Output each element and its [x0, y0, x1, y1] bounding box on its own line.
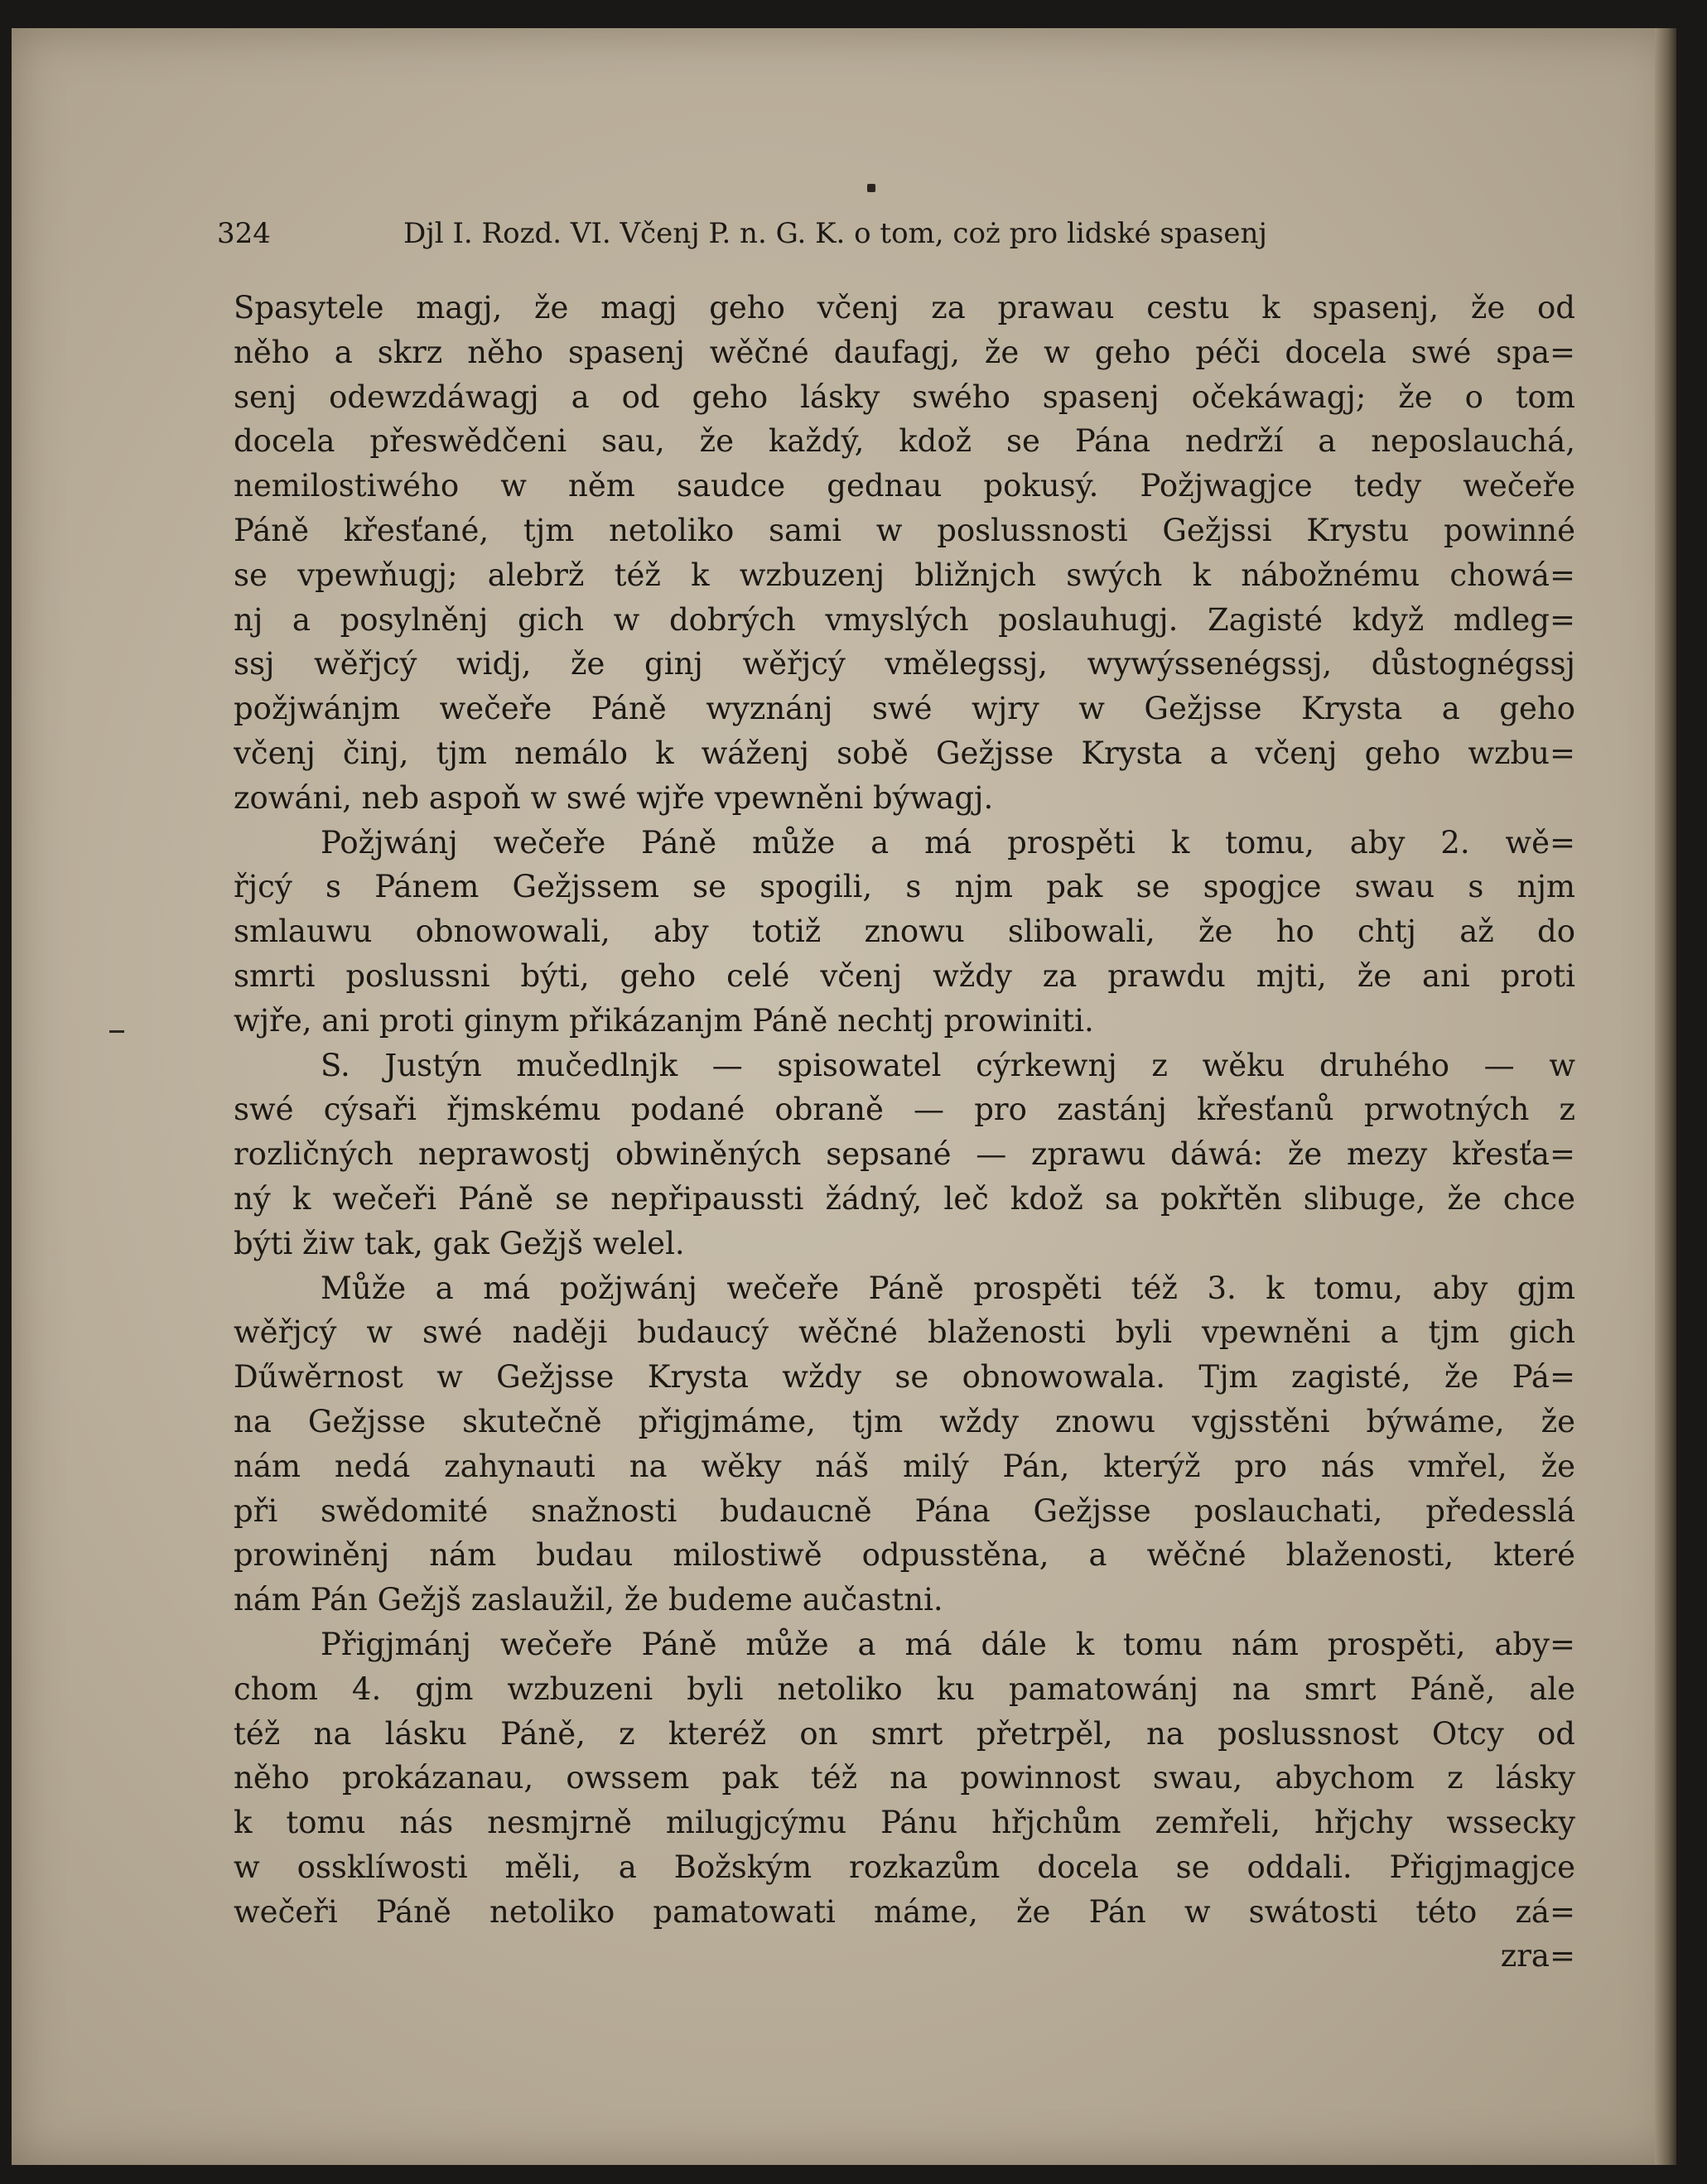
text-line: wěřjcý w swé naději budaucý wěčné blaženosti byli vpewněni a tjm gich [234, 1314, 1575, 1351]
text-line: Může a má požjwánj wečeře Páně prospěti též 3. k tomu, aby gjm [321, 1270, 1575, 1306]
text-line: nám Pán Gežjš zaslaužil, že budeme aučastni. [234, 1582, 943, 1618]
text-line: na Gežjsse skutečně přigjmáme, tjm wždy znowu vgjsstěni býwáme, že [234, 1403, 1575, 1439]
text-line: chom 4. gjm wzbuzeni byli netoliko ku pamatowánj na smrt Páně, ale [234, 1671, 1575, 1707]
page-number: 324 [217, 217, 271, 250]
text-line: něho prokázanau, owssem pak též na powinnost swau, abychom z lásky [234, 1760, 1575, 1796]
catchword: zra= [1500, 1938, 1575, 1974]
text-line: požjwánjm wečeře Páně wyznánj swé wjry w Gežjsse Krysta a geho [234, 691, 1575, 727]
text-line: smlauwu obnowowali, aby totiž znowu slibowali, že ho chtj až do [234, 914, 1575, 950]
text-line: Přigjmánj wečeře Páně může a má dále k tomu nám prospěti, aby= [321, 1626, 1575, 1662]
text-line: něho a skrz něho spasenj wěčné daufagj, že w geho péči docela swé spa= [234, 334, 1575, 370]
text-line: k tomu nás nesmjrně milugjcýmu Pánu hřjchům zemřeli, hřjchy wssecky [234, 1805, 1575, 1841]
text-line: docela přeswědčeni sau, že každý, kdož se Pána nedrží a neposlauchá, [234, 423, 1575, 460]
text-line: nj a posylněnj gich w dobrých vmyslých poslauhugj. Zagisté když mdleg= [234, 601, 1575, 638]
text-line: zowáni, neb aspoň w swé wjře vpewněni býwagj. [234, 779, 994, 816]
text-line: S. Justýn mučedlnjk — spisowatel cýrkewnj z wěku druhého — w [321, 1047, 1575, 1083]
text-line: nemilostiwého w něm saudce gednau pokusý. Požjwagjce tedy wečeře [234, 468, 1575, 504]
running-header [217, 217, 1410, 258]
text-line: řjcý s Pánem Gežjssem se spogili, s njm pak se spogjce swau s njm [234, 869, 1575, 905]
text-line: wjře, ani proti ginym přikázanjm Páně nechtj prowiniti. [234, 1002, 1094, 1039]
text-line: při swědomité snažnosti budaucně Pána Gežjsse poslauchati, předesslá [234, 1492, 1575, 1529]
text-line: býti žiw tak, gak Gežjš welel. [234, 1225, 685, 1261]
text-line: smrti poslussni býti, geho celé včenj wždy za prawdu mjti, že ani proti [234, 957, 1575, 994]
text-line: ssj wěřjcý widj, že ginj wěřjcý vmělegssj, wywýssenégssj, důstognégssj [234, 646, 1575, 682]
text-line: nám nedá zahynauti na wěky náš milý Pán, kterýž pro nás vmřel, že [234, 1448, 1575, 1484]
text-line: Páně křesťané, tjm netoliko sami w poslussnosti Gežjssi Krystu powinné [234, 512, 1575, 548]
text-line: senj odewzdáwagj a od geho lásky swého spasenj očekáwagj; že o tom [234, 378, 1575, 415]
text-line: ný k wečeři Páně se nepřipaussti žádný, leč kdož sa pokřtěn slibuge, že chce [234, 1180, 1575, 1217]
text-line: Dűwěrnost w Gežjsse Krysta wždy se obnowowala. Tjm zagisté, že Pá= [234, 1359, 1575, 1396]
text-line: swé cýsaři řjmskému podané obraně — pro zastánj křesťanů prwotných z [234, 1092, 1575, 1128]
running-title: Djl I. Rozd. VI. Včenj P. n. G. K. o tom, coż pro lidské spasenj [403, 217, 1267, 250]
text-line: též na lásku Páně, z kteréž on smrt přetrpěl, na poslussnost Otcy od [234, 1715, 1575, 1752]
ink-speck [867, 184, 875, 192]
body-text [234, 286, 1575, 1979]
text-line: Požjwánj wečeře Páně může a má prospěti k tomu, aby 2. wě= [321, 824, 1575, 861]
text-line: Spasytele magj, že magj geho včenj za prawau cestu k spasenj, že od [234, 290, 1575, 325]
text-line: se vpewňugj; alebrž též k wzbuzenj bližnjch swých k nábožnému chowá= [234, 557, 1575, 593]
text-line: wečeři Páně netoliko pamatowati máme, že Pán w swátosti této zá= [234, 1893, 1575, 1930]
margin-dash [109, 1030, 124, 1033]
text-line: w ossklíwosti měli, a Božským rozkazům docela se oddali. Přigjmagjce [234, 1849, 1575, 1885]
page-edge-shadow [1655, 28, 1676, 2165]
text-line: prowiněnj nám budau milostiwě odpusstěna, a wěčné blaženosti, které [234, 1537, 1575, 1574]
text-line: včenj činj, tjm nemálo k wáženj sobě Gežjsse Krysta a včenj geho wzbu= [234, 735, 1575, 771]
text-line: rozličných neprawostj obwiněných sepsané — zprawu dáwá: že mezy křesťa= [234, 1136, 1575, 1173]
